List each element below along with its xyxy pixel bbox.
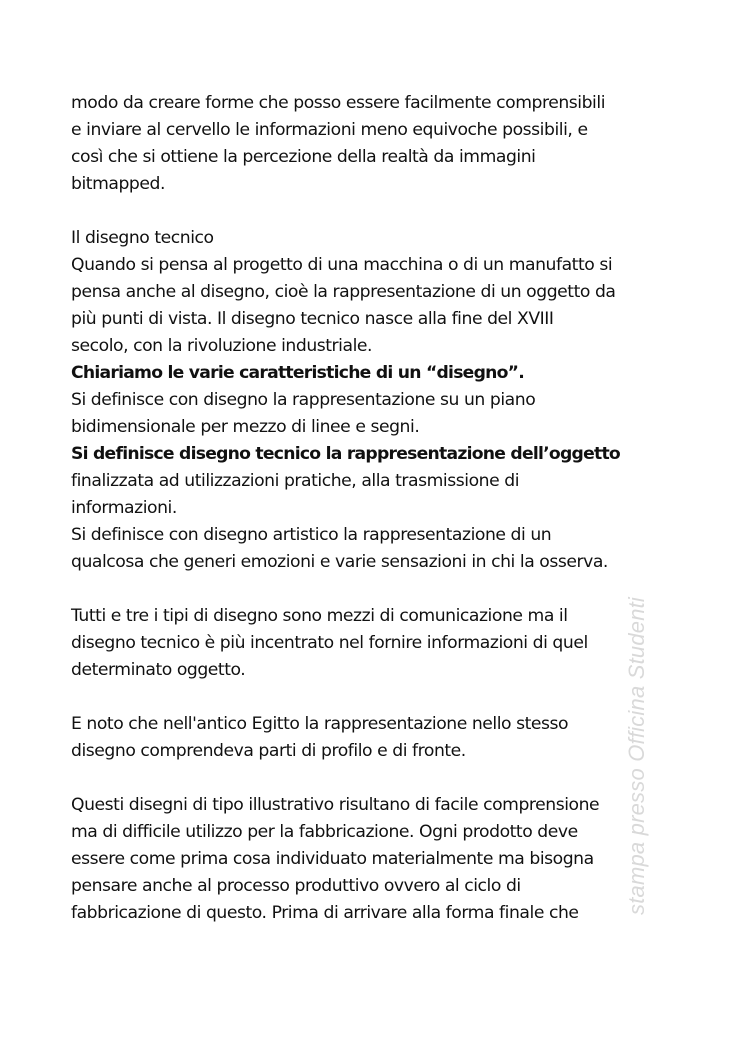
text-line: Si definisce con disegno la rappresentazione su un piano bbox=[71, 390, 536, 410]
text-line: secolo, con la rivoluzione industriale. bbox=[71, 336, 373, 356]
text-line: E noto che nell'antico Egitto la rappresentazione nello stesso bbox=[71, 714, 569, 734]
text-line: Il disegno tecnico bbox=[71, 228, 214, 248]
text-line: Quando si pensa al progetto di una macchina o di un manufatto si bbox=[71, 255, 613, 275]
text-line: più punti di vista. Il disegno tecnico nasce alla fine del XVIII bbox=[71, 309, 554, 329]
blank-line bbox=[71, 684, 691, 711]
text-line: disegno comprendeva parti di profilo e di fronte. bbox=[71, 741, 466, 761]
text-line: essere come prima cosa individuato materialmente ma bisogna bbox=[71, 849, 594, 869]
text-line: pensare anche al processo produttivo ovvero al ciclo di bbox=[71, 876, 521, 896]
text-line: e inviare al cervello le informazioni meno equivoche possibili, e bbox=[71, 120, 588, 140]
text-line: bitmapped. bbox=[71, 174, 165, 194]
watermark: stampa presso Officina Studenti bbox=[624, 596, 649, 915]
body-text bbox=[71, 90, 691, 927]
text-line: Tutti e tre i tipi di disegno sono mezzi di comunicazione ma il bbox=[71, 606, 568, 626]
blank-line bbox=[71, 198, 691, 225]
text-line: bidimensionale per mezzo di linee e segni. bbox=[71, 417, 420, 437]
text-line: informazioni. bbox=[71, 498, 177, 518]
text-line: Si definisce con disegno artistico la rappresentazione di un bbox=[71, 525, 552, 545]
text-line: fabbricazione di questo. Prima di arrivare alla forma finale che bbox=[71, 903, 579, 923]
text-line: Questi disegni di tipo illustrativo risultano di facile comprensione bbox=[71, 795, 600, 815]
text-line: pensa anche al disegno, cioè la rappresentazione di un oggetto da bbox=[71, 282, 616, 302]
text-line: così che si ottiene la percezione della realtà da immagini bbox=[71, 147, 536, 167]
text-line: ma di difficile utilizzo per la fabbricazione. Ogni prodotto deve bbox=[71, 822, 578, 842]
text-line: Chiariamo le varie caratteristiche di un “disegno”. bbox=[71, 363, 525, 383]
text-line: Si definisce disegno tecnico la rappresentazione dell’oggetto bbox=[71, 444, 620, 464]
text-line: determinato oggetto. bbox=[71, 660, 246, 680]
blank-line bbox=[71, 576, 691, 603]
blank-line bbox=[71, 765, 691, 792]
text-line: disegno tecnico è più incentrato nel fornire informazioni di quel bbox=[71, 633, 588, 653]
text-line: qualcosa che generi emozioni e varie sensazioni in chi la osserva. bbox=[71, 552, 608, 572]
text-line: finalizzata ad utilizzazioni pratiche, alla trasmissione di bbox=[71, 471, 520, 491]
text-line: modo da creare forme che posso essere facilmente comprensibili bbox=[71, 93, 606, 113]
